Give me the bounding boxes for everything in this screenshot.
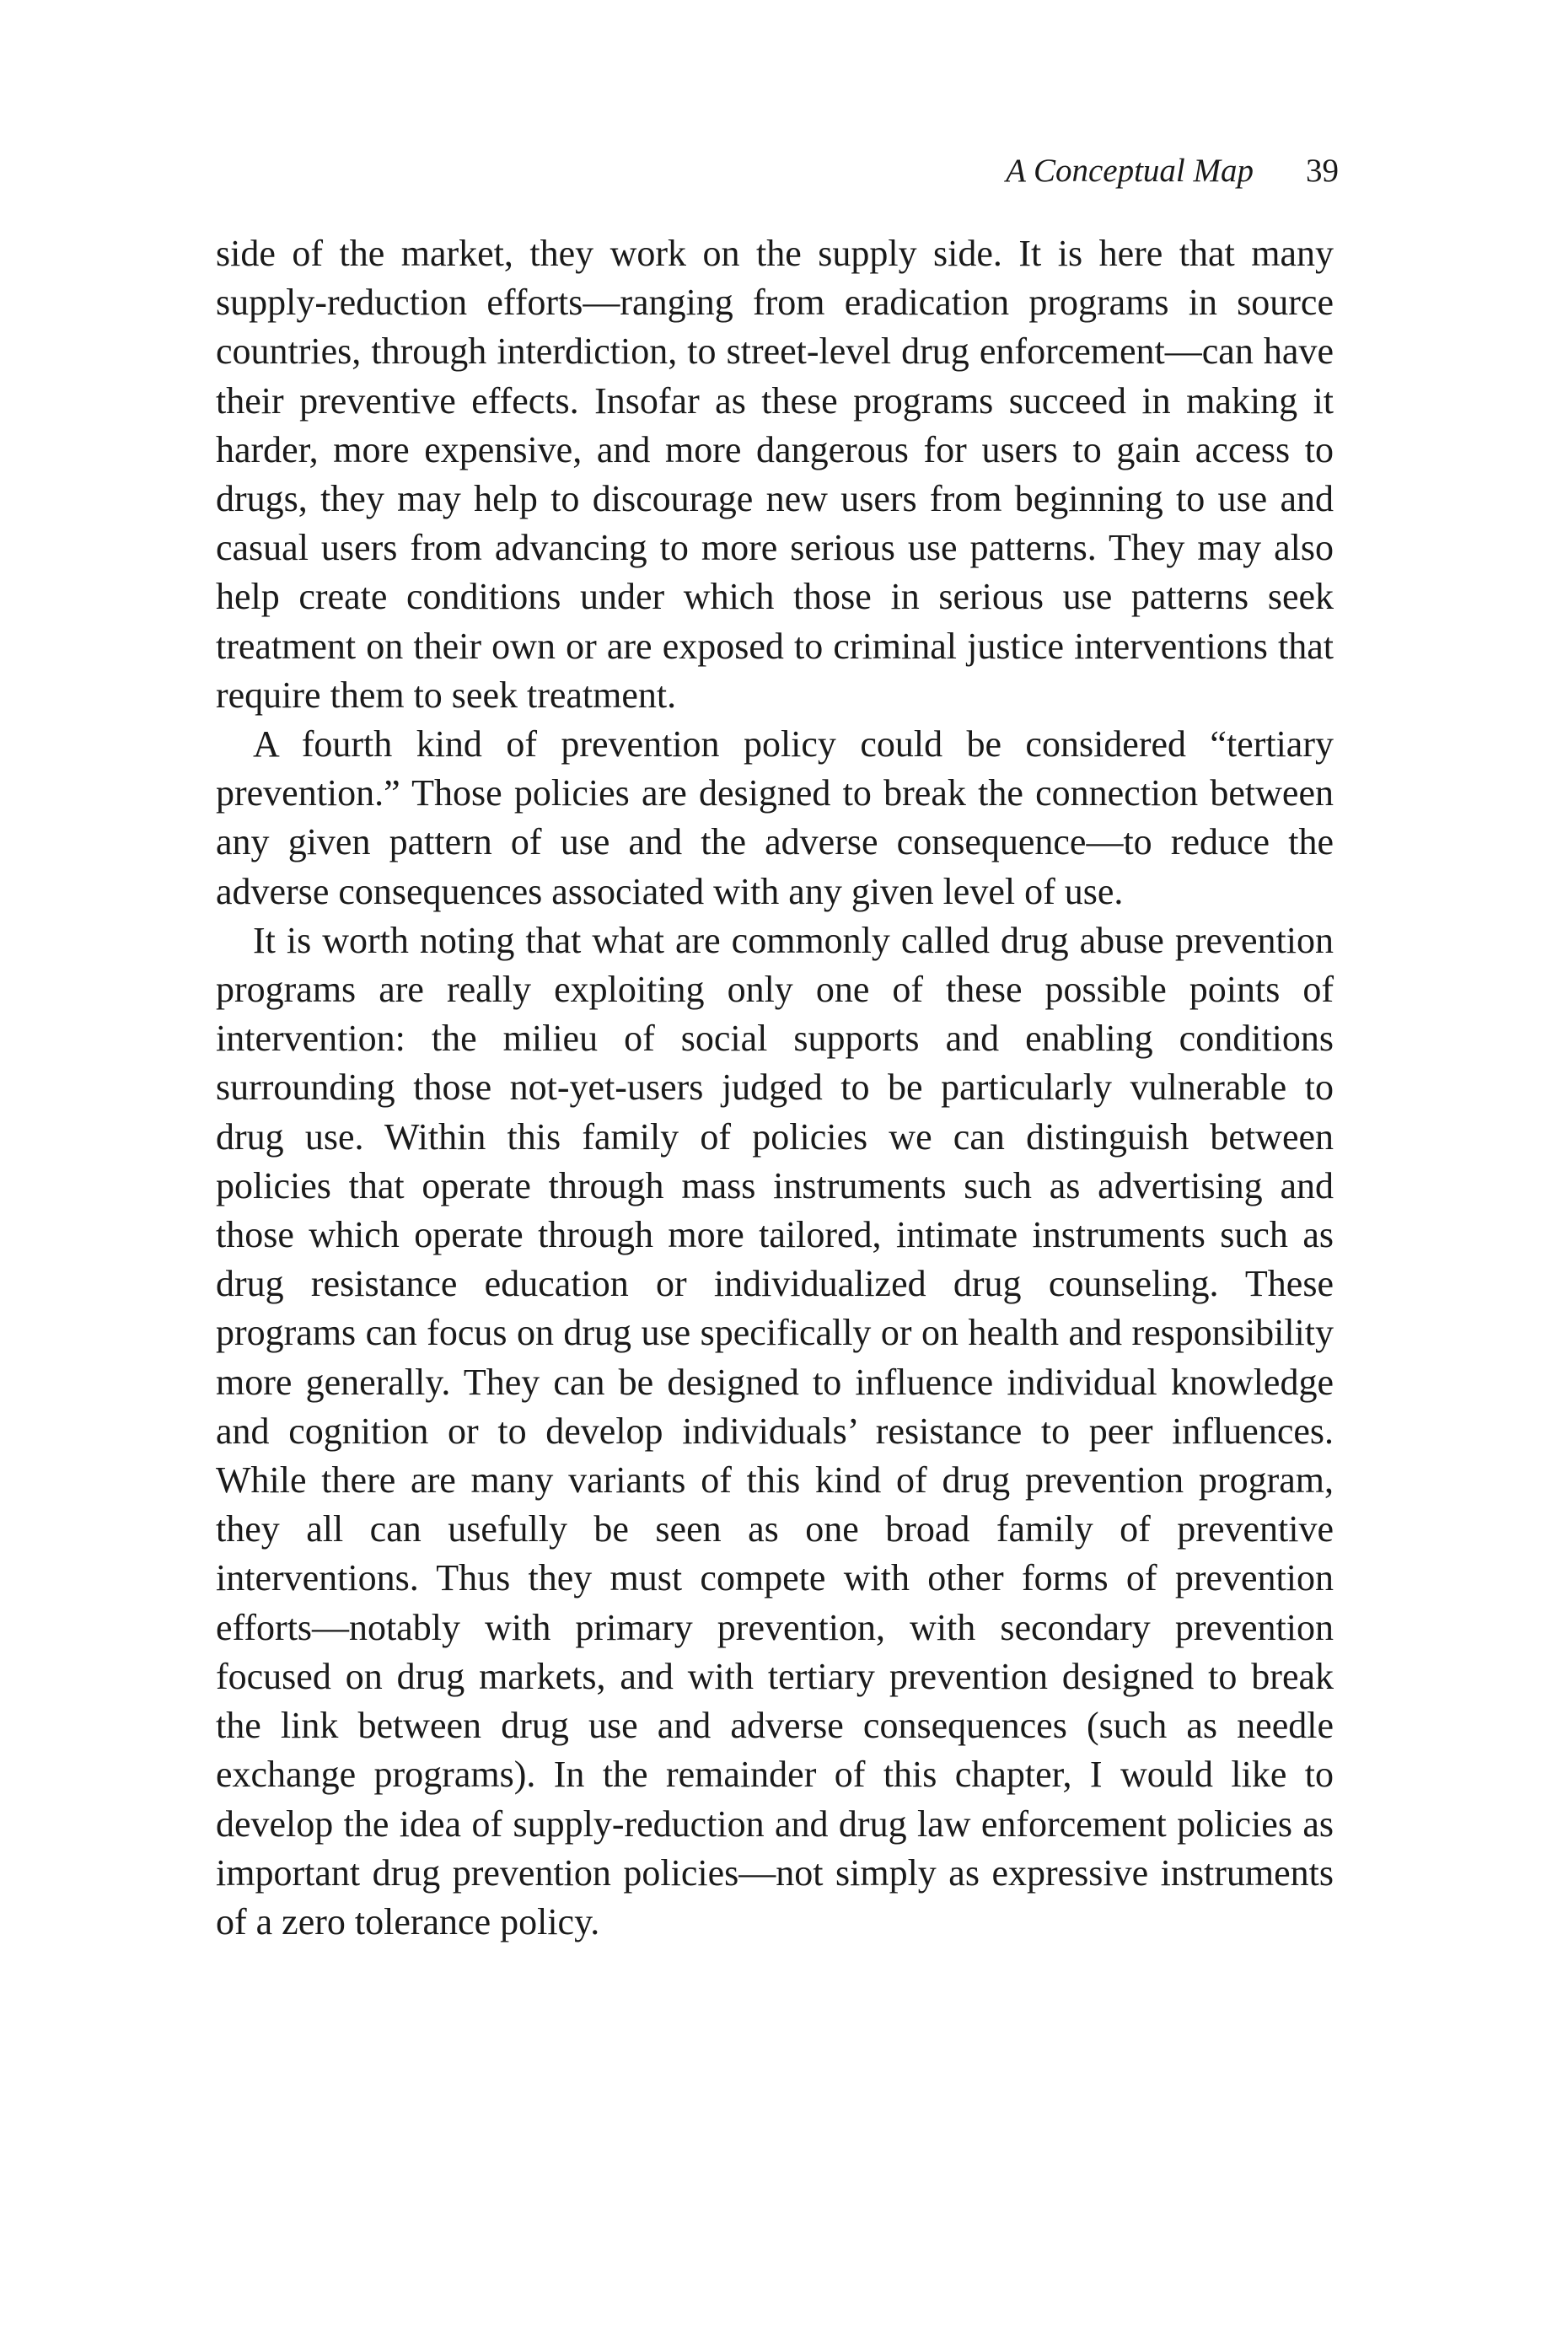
running-title: A Conceptual Map	[1006, 153, 1254, 189]
paragraph-prevention-programs: It is worth noting that what are commonly called drug abuse prevention programs are really exploiting only one of these possible points of intervention: the milieu of social supports and enabling conditions surrounding those not-yet-users judged to be particularly vulnerable to drug use. Within this family of policies we can distinguish between policies that operate through mass instruments such as advertising and those which operate through more tailored, intimate instruments such as drug resistance education or individualized drug counseling. These programs can focus on drug use specifically or on health and responsibility more generally. They can be designed to influence individual knowledge and cognition or to develop individuals’ resistance to peer influences. While there are many variants of this kind of drug prevention program, they all can usefully be seen as one broad family of preventive interventions. Thus they must compete with other forms of prevention efforts—notably with primary prevention, with secondary prevention focused on drug markets, and with tertiary prevention designed to break the link between drug use and adverse consequences (such as needle exchange programs). In the remainder of this chapter, I would like to develop the idea of supply-reduction and drug law enforcement policies as important drug prevention policies—not simply as expressive instruments of a zero tolerance policy.	[216, 919, 1334, 1942]
paragraph-continued: side of the market, they work on the supply side. It is here that many supply-reduction efforts—ranging from eradication programs in source countries, through interdiction, to street-level drug enforcement—can have their preventive effects. Insofar as these programs succeed in making it harder, more expensive, and more dangerous for users to gain access to drugs, they may help to discourage new users from beginning to use and casual users from advancing to more serious use patterns. They may also help create conditions under which those in serious use patterns seek treatment on their own or are exposed to criminal justice interventions that require them to seek treatment.	[216, 233, 1334, 716]
body-text	[216, 229, 1334, 1947]
paragraph-tertiary-prevention: A fourth kind of prevention policy could be considered “tertiary prevention.” Those policies are designed to break the connection between any given pattern of use and the adverse consequence—to reduce the adverse consequences associated with any given level of use.	[216, 723, 1334, 912]
running-head	[1006, 150, 1339, 192]
page-number: 39	[1306, 153, 1339, 189]
